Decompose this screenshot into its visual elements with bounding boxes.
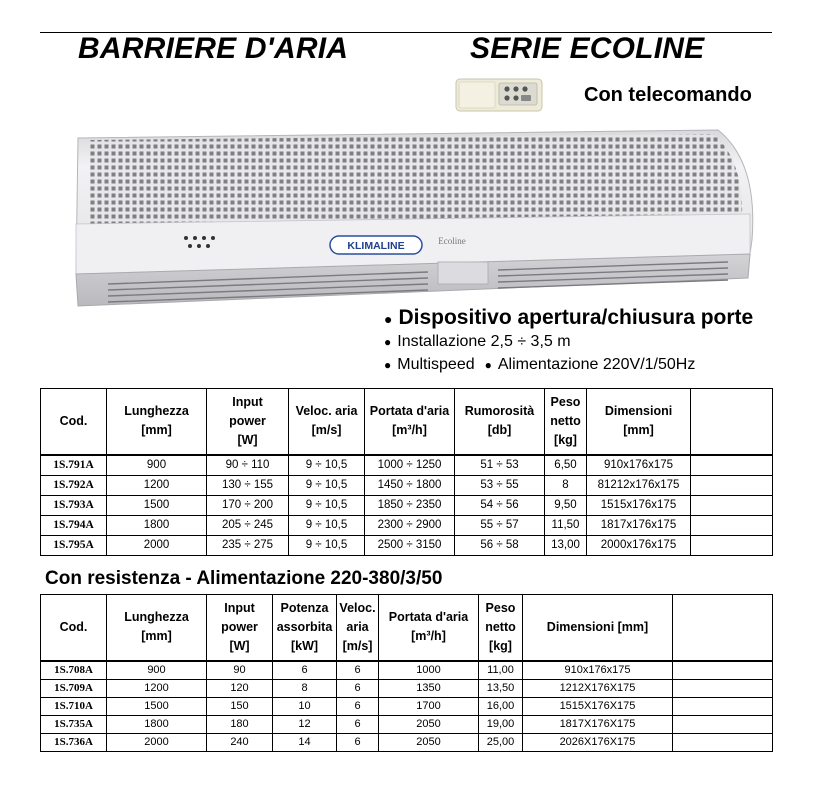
- column-header: [673, 595, 773, 661]
- table-cell: 9 ÷ 10,5: [289, 535, 365, 555]
- table-cell: 130 ÷ 155: [207, 475, 289, 495]
- table-header-row: [41, 389, 773, 455]
- table-cell: 180: [207, 715, 273, 733]
- header-line: Lunghezza: [124, 610, 189, 625]
- table-cell: 90: [207, 661, 273, 680]
- column-header: [587, 389, 691, 455]
- feature-door-device: ● Dispositivo apertura/chiusura porte: [384, 306, 754, 329]
- table-cell: 2050: [379, 715, 479, 733]
- header-line: netto: [550, 413, 581, 428]
- header-line: Dimensioni: [604, 404, 673, 419]
- table-cell: 910x176x175: [587, 455, 691, 476]
- column-header: [207, 595, 273, 661]
- header-line: Lunghezza: [124, 404, 189, 419]
- table-cell: 8: [273, 679, 337, 697]
- header-line: Portata d'aria: [388, 610, 469, 625]
- table-row: [41, 679, 773, 697]
- table-row: [41, 715, 773, 733]
- table-cell: 1000: [379, 661, 479, 680]
- header-line: Cod.: [59, 619, 88, 634]
- table-cell: 6: [337, 661, 379, 680]
- column-header: [455, 389, 545, 455]
- header-line: power: [221, 619, 258, 634]
- header-line: Veloc. aria: [295, 404, 358, 419]
- header-line: [mm]: [623, 423, 654, 438]
- column-header: [273, 595, 337, 661]
- header-line: [m³/h]: [411, 629, 446, 644]
- table-cell: 240: [207, 733, 273, 751]
- table-cell: 2050: [379, 733, 479, 751]
- table-cell: 2000x176x175: [587, 535, 691, 555]
- column-header: [379, 595, 479, 661]
- header-line: [mm]: [141, 423, 172, 438]
- column-header: [337, 595, 379, 661]
- table-cell: [673, 697, 773, 715]
- heater-models-table: [40, 594, 773, 752]
- table-cell: 56 ÷ 58: [455, 535, 545, 555]
- feature-installation: ● Installazione 2,5 ÷ 3,5 m: [384, 333, 571, 350]
- table-cell: 1850 ÷ 2350: [365, 495, 455, 515]
- product-code: 1S.793A: [41, 495, 107, 515]
- header-line: Input: [232, 394, 263, 409]
- product-code: 1S.795A: [41, 535, 107, 555]
- table-cell: 6: [273, 661, 337, 680]
- column-header: [523, 595, 673, 661]
- header-line: Potenza: [280, 600, 329, 615]
- table-cell: 9 ÷ 10,5: [289, 475, 365, 495]
- header-line: [m/s]: [342, 638, 373, 653]
- table-cell: 900: [107, 455, 207, 476]
- table-cell: 25,00: [479, 733, 523, 751]
- table-cell: 6: [337, 715, 379, 733]
- table-cell: [691, 495, 773, 515]
- table-cell: 2000: [107, 535, 207, 555]
- table-cell: 11,50: [545, 515, 587, 535]
- product-code: 1S.735A: [41, 715, 107, 733]
- table-row: [41, 535, 773, 555]
- table-row: [41, 661, 773, 680]
- product-code: 1S.710A: [41, 697, 107, 715]
- table-cell: 55 ÷ 57: [455, 515, 545, 535]
- table-cell: [691, 535, 773, 555]
- product-code: 1S.736A: [41, 733, 107, 751]
- table-cell: 9 ÷ 10,5: [289, 495, 365, 515]
- table-cell: 54 ÷ 56: [455, 495, 545, 515]
- table-cell: 19,00: [479, 715, 523, 733]
- table-row: [41, 495, 773, 515]
- column-header: [107, 595, 207, 661]
- table-cell: 13,50: [479, 679, 523, 697]
- table-cell: 6,50: [545, 455, 587, 476]
- product-code: 1S.708A: [41, 661, 107, 680]
- table-cell: 205 ÷ 245: [207, 515, 289, 535]
- header-line: Dimensioni [mm]: [546, 619, 649, 634]
- table-cell: 81212x176x175: [587, 475, 691, 495]
- table-cell: 6: [337, 733, 379, 751]
- column-header: [41, 595, 107, 661]
- header-line: netto: [485, 619, 516, 634]
- header-line: Peso: [485, 600, 516, 615]
- table-cell: 1200: [107, 475, 207, 495]
- header-line: [kW]: [290, 638, 319, 653]
- header-line: [db]: [487, 423, 512, 438]
- table-cell: 1450 ÷ 1800: [365, 475, 455, 495]
- table-row: [41, 733, 773, 751]
- column-header: [289, 389, 365, 455]
- table-cell: 1200: [107, 679, 207, 697]
- column-header: [479, 595, 523, 661]
- column-header: [545, 389, 587, 455]
- series-title: SERIE ECOLINE: [470, 32, 705, 65]
- header-line: Cod.: [59, 413, 88, 428]
- table-cell: 6: [337, 679, 379, 697]
- column-header: [691, 389, 773, 455]
- table-cell: 9,50: [545, 495, 587, 515]
- product-code: 1S.792A: [41, 475, 107, 495]
- table-row: [41, 515, 773, 535]
- table-row: [41, 475, 773, 495]
- table-cell: 9 ÷ 10,5: [289, 515, 365, 535]
- remote-caption: Con telecomando: [584, 84, 752, 106]
- table-cell: 1817x176x175: [587, 515, 691, 535]
- table-cell: 14: [273, 733, 337, 751]
- remote-control-image: [455, 77, 543, 113]
- brand-logo: KLIMALINE: [347, 240, 405, 252]
- table-cell: 1817X176X175: [523, 715, 673, 733]
- table-cell: 16,00: [479, 697, 523, 715]
- table-cell: 12: [273, 715, 337, 733]
- column-header: [207, 389, 289, 455]
- table-cell: 910x176x175: [523, 661, 673, 680]
- table-cell: 9 ÷ 10,5: [289, 455, 365, 476]
- table-cell: 1515X176X175: [523, 697, 673, 715]
- table-cell: 1212X176X175: [523, 679, 673, 697]
- table-cell: [673, 715, 773, 733]
- header-line: [W]: [229, 638, 250, 653]
- product-code: 1S.794A: [41, 515, 107, 535]
- header-line: power: [229, 413, 266, 428]
- table-cell: 10: [273, 697, 337, 715]
- table-cell: 235 ÷ 275: [207, 535, 289, 555]
- table-cell: [691, 455, 773, 476]
- table-row: [41, 697, 773, 715]
- table-cell: 1800: [107, 515, 207, 535]
- table-cell: 1500: [107, 697, 207, 715]
- header-line: Input: [224, 600, 255, 615]
- page-title: BARRIERE D'ARIA: [78, 32, 349, 65]
- table-header-row: [41, 595, 773, 661]
- table-cell: 150: [207, 697, 273, 715]
- table-cell: [691, 475, 773, 495]
- header-line: Rumorosità: [464, 404, 535, 419]
- table-cell: [673, 661, 773, 680]
- air-curtain-image: [68, 122, 762, 318]
- table-cell: 120: [207, 679, 273, 697]
- table-cell: 1500: [107, 495, 207, 515]
- column-header: [365, 389, 455, 455]
- table-cell: [673, 679, 773, 697]
- table-cell: 1700: [379, 697, 479, 715]
- table-cell: 2300 ÷ 2900: [365, 515, 455, 535]
- model-mark: Ecoline: [438, 236, 466, 246]
- table-cell: 170 ÷ 200: [207, 495, 289, 515]
- table-cell: 1800: [107, 715, 207, 733]
- header-line: [kg]: [489, 638, 512, 653]
- table-cell: 90 ÷ 110: [207, 455, 289, 476]
- table-cell: 53 ÷ 55: [455, 475, 545, 495]
- table-cell: 51 ÷ 53: [455, 455, 545, 476]
- table-cell: 13,00: [545, 535, 587, 555]
- table-cell: 1000 ÷ 1250: [365, 455, 455, 476]
- column-header: [41, 389, 107, 455]
- header-line: [W]: [237, 432, 258, 447]
- table-cell: [691, 515, 773, 535]
- header-line: aria: [346, 619, 369, 634]
- table-cell: 1350: [379, 679, 479, 697]
- header-line: assorbita: [276, 619, 333, 634]
- table-row: [41, 455, 773, 476]
- table-cell: 11,00: [479, 661, 523, 680]
- column-header: [107, 389, 207, 455]
- feature-speed-power: ● Multispeed ● Alimentazione 220V/1/50Hz: [384, 356, 696, 373]
- header-line: Peso: [550, 394, 581, 409]
- table-cell: [673, 733, 773, 751]
- product-code: 1S.791A: [41, 455, 107, 476]
- header-line: [m/s]: [311, 423, 342, 438]
- table-cell: 1515x176x175: [587, 495, 691, 515]
- header-line: Veloc.: [339, 600, 376, 615]
- header-line: [m³/h]: [392, 423, 427, 438]
- table-cell: 2026X176X175: [523, 733, 673, 751]
- table-cell: 900: [107, 661, 207, 680]
- header-line: Portata d'aria: [369, 404, 450, 419]
- header-line: [mm]: [141, 629, 172, 644]
- standard-models-table: [40, 388, 773, 556]
- section-heading: Con resistenza - Alimentazione 220-380/3/50: [45, 568, 443, 589]
- table-cell: 2500 ÷ 3150: [365, 535, 455, 555]
- table-cell: 8: [545, 475, 587, 495]
- product-code: 1S.709A: [41, 679, 107, 697]
- table-cell: 2000: [107, 733, 207, 751]
- table-cell: 6: [337, 697, 379, 715]
- header-line: [kg]: [554, 432, 577, 447]
